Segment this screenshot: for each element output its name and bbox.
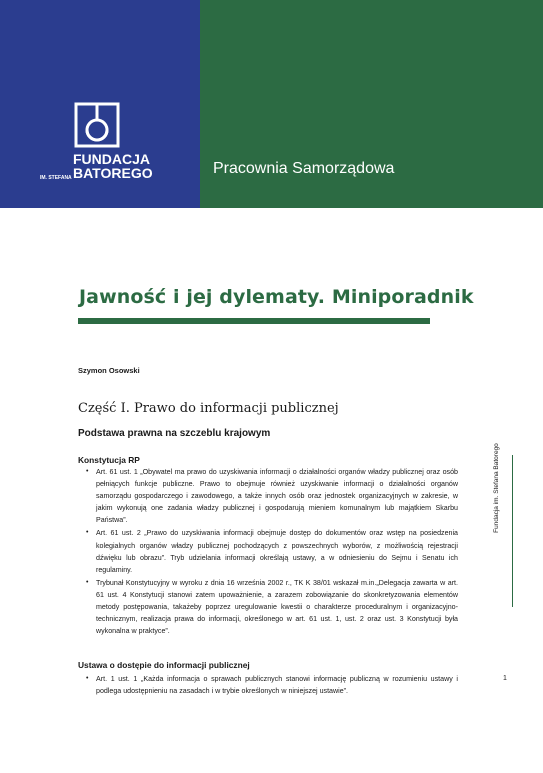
title-underline xyxy=(78,318,430,324)
sidebar-foundation-name: Fundacja im. Stefana Batorego xyxy=(493,443,500,533)
list-item: • Art. 1 ust. 1 „Każda informacja o sprawach publicznych stanowi informację publiczną w rozumieniu ustawy i podlega udostępnieniu na zasadach i w trybie określonych w niniejszej ustawie”. xyxy=(80,673,458,697)
constitution-list xyxy=(80,466,458,638)
header-blue-panel xyxy=(0,0,200,208)
list-item: • Art. 61 ust. 1 „Obywatel ma prawo do uzyskiwania informacji o działalności organów władzy publicznej oraz osób pełniących funkcje publiczne. Prawo to obejmuje również uzyskiwanie informacji o działalności organów samorządu gospodarczego i zawodowego, a także innych osób oraz jednostek organizacyjnych w zakresie, w jakim wykonują one zadania władzy publicznej i gospodarują mieniem komunalnym lub majątkiem Skarbu Państwa”. xyxy=(80,466,458,526)
page-number: 1 xyxy=(503,675,507,682)
sub-heading: Podstawa prawna na szczeblu krajowym xyxy=(78,428,271,439)
header-section-title: Pracownia Samorządowa xyxy=(213,160,395,177)
part-heading: Część I. Prawo do informacji publicznej xyxy=(78,401,339,416)
foundation-logo-text xyxy=(40,151,153,181)
list-item: • Trybunał Konstytucyjny w wyroku z dnia 16 września 2002 r., TK K 38/01 wskazał m.in.„Delegacja zawarta w art. 61 ust. 4 Konstytucji stanowi zatem upoważnienie, a zarazem zobowiązanie do skonkretyzowania elementów metody postępowania, takażeby poprzez uregulowanie kwestii o charakterze proceduralnym i organizacyjno-technicznym, realizacja prawa do informacji, określonego w art. 61 ust. 1, ust. 2 oraz ust. 3 Konstytucji była wykonalna w praktyce”. xyxy=(80,577,458,637)
logo-line1: FUNDACJA xyxy=(73,151,150,167)
list-item: • Art. 61 ust. 2 „Prawo do uzyskiwania informacji obejmuje dostęp do dokumentów oraz wstęp na posiedzenia kolegialnych organów władzy publicznej pochodzących z powszechnych wyborów, z możliwością rejestracji dźwięku lub obrazu”. Tryb udzielania informacji określają ustawy, a w odniesieniu do Sejmu i Senatu ich regulaminy. xyxy=(80,527,458,575)
document-title: Jawność i jej dylematy. Miniporadnik xyxy=(79,286,474,308)
author-name: Szymon Osowski xyxy=(78,366,140,375)
logo-line2: BATOREGO xyxy=(73,165,153,181)
sidebar-divider xyxy=(512,455,513,607)
logo-prefix: IM. STEFANA xyxy=(40,175,72,181)
act-list xyxy=(80,673,458,698)
section-heading-act: Ustawa o dostępie do informacji publicznej xyxy=(78,660,250,670)
foundation-logo-icon xyxy=(74,102,120,148)
section-heading-constitution: Konstytucja RP xyxy=(78,455,140,465)
